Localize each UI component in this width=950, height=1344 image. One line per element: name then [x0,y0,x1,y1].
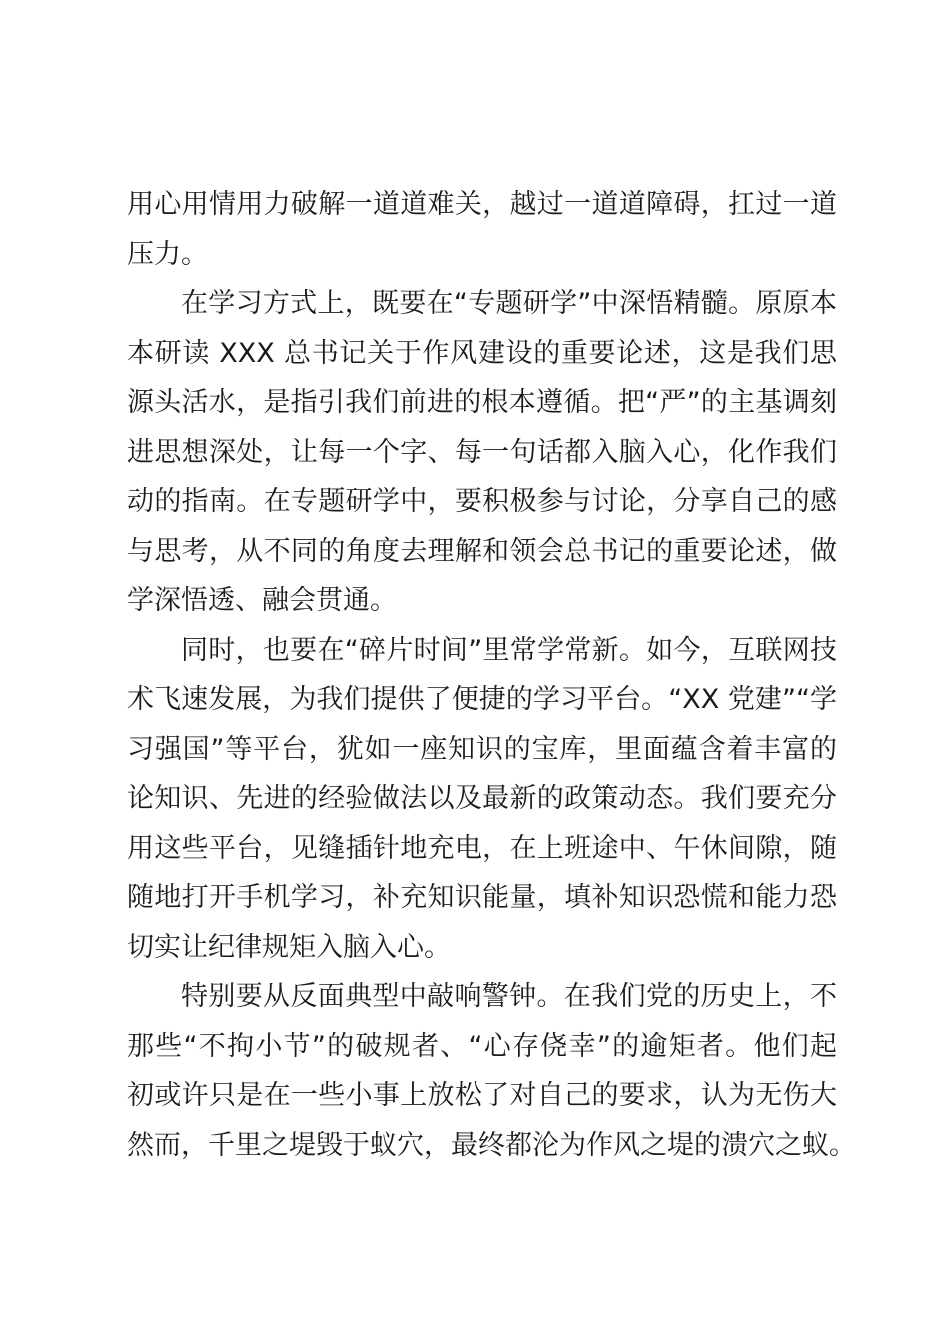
text-line: 与思考，从不同的角度去理解和领会总书记的重要论述，做 [127,535,837,567]
text-line: 源头活水，是指引我们前进的根本遵循。把“严”的主基调刻 [127,387,837,418]
text-line: 同时，也要在“碎片时间”里常学常新。如今，互联网技 [181,634,837,666]
text-line: 压力。 [127,238,208,270]
text-line: 本研读 XXX 总书记关于作风建设的重要论述，这是我们思 [127,337,837,369]
text-line: 然而，千里之堤毁于蚁穴，最终都沦为作风之堤的溃穴之蚁。 [127,1129,856,1161]
text-line: 用心用情用力破解一道道难关，越过一道道障碍，扛过一道 [127,189,837,220]
text-line: 随地打开手机学习，补充知识能量，填补知识恐慌和能力恐 [127,882,837,913]
text-line: 术飞速发展，为我们提供了便捷的学习平台。“XX 党建”“学 [127,684,837,715]
text-line: 学深悟透、融会贯通。 [127,585,397,616]
document-body [127,180,856,1170]
text-line: 那些“不拘小节”的破规者、“心存侥幸”的逾矩者。他们起 [127,1030,837,1062]
text-line: 动的指南。在专题研学中，要积极参与讨论，分享自己的感 [127,486,837,517]
text-line: 论知识、先进的经验做法以及最新的政策动态。我们要充分 [127,783,837,814]
text-line: 切实让纪律规矩入脑入心。 [127,931,451,963]
text-line: 初或许只是在一些小事上放松了对自己的要求，认为无伤大 [127,1080,837,1111]
text-line: 特别要从反面典型中敲响警钟。在我们党的历史上，不 [181,981,837,1012]
text-line: 用这些平台，见缝插针地充电，在上班途中、午休间隙，随 [127,832,837,864]
text-line: 在学习方式上，既要在“专题研学”中深悟精髓。原原本 [181,288,837,319]
text-line: 习强国”等平台，犹如一座知识的宝库，里面蕴含着丰富的 [127,733,837,765]
text-line: 进思想深处，让每一个字、每一句话都入脑入心，化作我们 [127,436,837,468]
